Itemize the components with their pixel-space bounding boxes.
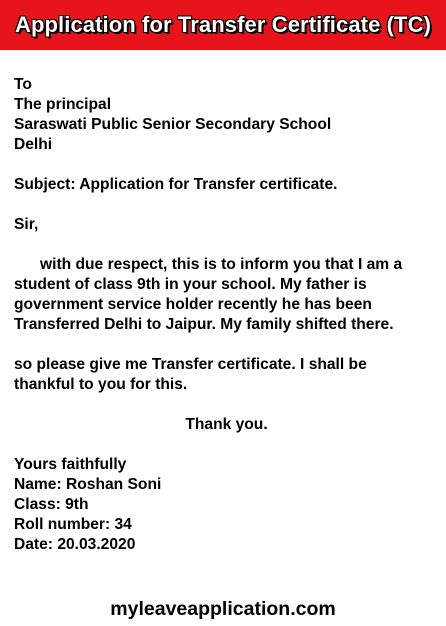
address-school: Saraswati Public Senior Secondary School (14, 116, 332, 133)
letter-date: Date: 20.03.2020 (14, 536, 136, 553)
footer-website: myleaveapplication.com (110, 598, 336, 620)
body-paragraph-1-line-1: with due respect, this is to inform you that I am a (14, 256, 403, 273)
sender-roll-number: Roll number: 34 (14, 516, 132, 533)
body-paragraph-2-line-2: thankful to you for this. (14, 376, 188, 393)
address-to: To (14, 76, 32, 93)
body-paragraph-1-line-2: student of class 9th in your school. My father is (14, 276, 367, 293)
body-paragraph-2-line-1: so please give me Transfer certificate. I shall be (14, 356, 367, 373)
thanks-line: Thank you. (185, 416, 268, 433)
subject-line: Subject: Application for Transfer certificate. (14, 176, 338, 193)
address-recipient: The principal (14, 96, 112, 113)
body-paragraph-1-line-4: Transferred Delhi to Jaipur. My family shifted there. (14, 316, 394, 333)
body-paragraph-1-line-3: government service holder recently he has been (14, 296, 372, 313)
sender-class: Class: 9th (14, 496, 89, 513)
salutation: Sir, (14, 216, 39, 233)
address-city: Delhi (14, 136, 53, 153)
letter-body (14, 75, 439, 555)
sender-name: Name: Roshan Soni (14, 476, 162, 493)
banner-title: Application for Transfer Certificate (TC) (14, 12, 432, 37)
closing: Yours faithfully (14, 456, 127, 473)
title-banner (0, 0, 446, 50)
